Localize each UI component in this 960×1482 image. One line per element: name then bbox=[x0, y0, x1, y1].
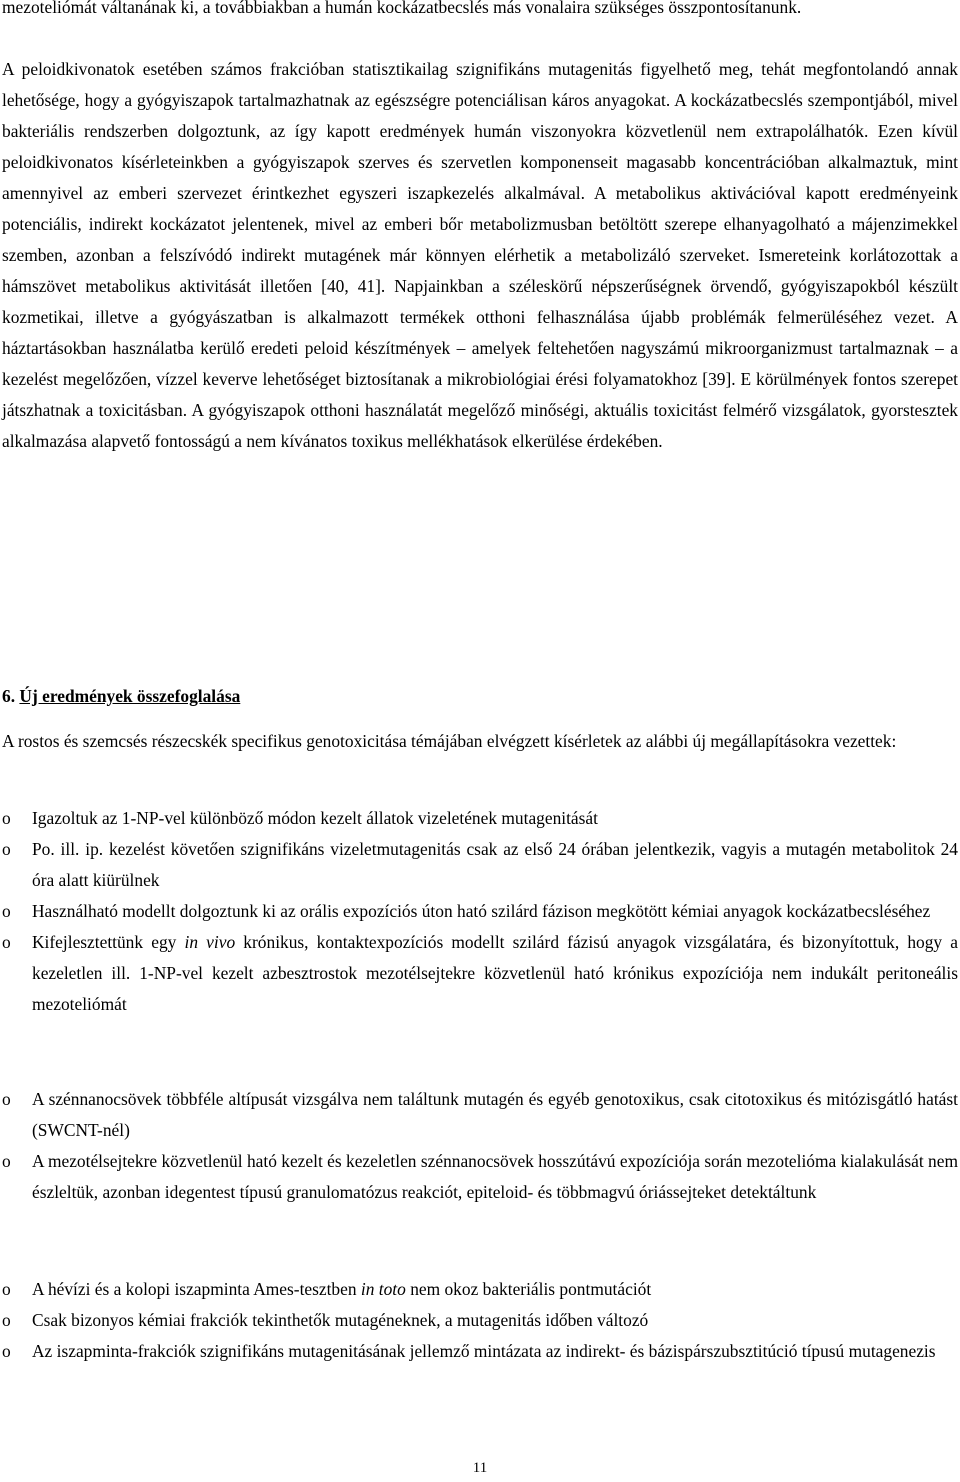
list-item-text: Csak bizonyos kémiai frakciók tekinthetők mutagéneknek, a mutagenitás időben változó bbox=[32, 1310, 649, 1330]
findings-list-2 bbox=[0, 1084, 960, 1208]
list-item bbox=[2, 1274, 958, 1305]
bullet-marker: o bbox=[2, 1279, 11, 1299]
bullet-marker: o bbox=[2, 1151, 11, 1171]
bullet-marker: o bbox=[2, 932, 11, 952]
list-item-text: Igazoltuk az 1-NP-vel különböző módon kezelt állatok vizeletének mutagenitását bbox=[32, 808, 598, 828]
list-item bbox=[2, 1146, 958, 1208]
list-item-text: Az iszapminta-frakciók szignifikáns mutagenitásának jellemző mintázata az indirekt- és bázispárszubsztitúció típusú mutagenezis bbox=[32, 1341, 936, 1361]
section-heading bbox=[2, 681, 240, 712]
bullet-marker: o bbox=[2, 901, 11, 921]
list-item-text-after: krónikus, kontaktexpozíciós modellt szilárd fázisú anyagok vizsgálatára, és bizonyítottuk, hogy a kezeletlen ill. 1-NP-vel kezelt azbesztrostok mezotélsejtekre közvetlenül ható krónikus expozíciója nem indukált peritoneális mezoteliómát bbox=[32, 932, 959, 1014]
list-item-text-after: nem okoz bakteriális pontmutációt bbox=[405, 1279, 652, 1299]
bullet-marker: o bbox=[2, 1089, 11, 1109]
list-item-text-italic: in vivo bbox=[184, 932, 236, 952]
section-number: 6. bbox=[2, 686, 16, 706]
list-item bbox=[2, 1305, 958, 1336]
section-title: Új eredmények összefoglalása bbox=[19, 686, 241, 706]
paragraph-discussion: A peloidkivonatok esetében számos frakcióban statisztikailag szignifikáns mutagenitás figyelhető meg, tehát megfontolandó annak lehetősége, hogy a gyógyiszapok tartalmazhatnak az egészségre potenciálisan káros anyagokat. A kockázatbecslés szempontjából, mivel bakteriális rendszerben dolgoztunk, az így kapott eredmények humán viszonyokra közvetlenül nem extrapolálhatók. Ezen kívül peloidkivonatos kísérleteinkben a gyógyiszapok szerves és szervetlen komponenseit magasabb koncentrációban alkalmaztuk, mint amennyivel az emberi szervezet érintkezhet egyszeri iszapkezelés alkalmával. A metabolikus aktivációval kapott eredményeink potenciális, indirekt kockázatot jelentenek, mivel az emberi bőr metabolizmusban betöltött szerepe elhanyagolható a májenzimekkel szemben, azonban a felszívódó indirekt mutagének már könnyen elérhetik a metabolizáló szerveket. Ismereteink korlátozottak a hámszövet metabolikus aktivitását illetően [40, 41]. Napjainkban a széleskörű népszerűségnek örvendő, gyógyiszapokból készült kozmetikai, illetve a gyógyászatban is alkalmazott termékek otthoni felhasználása újabb problémák felmerüléséhez vezet. A háztartásokban használatba kerülő eredeti peloid készítmények – amelyek feltehetően nagyszámú mikroorganizmust tartalmaznak – a kezelést megelőzően, vízzel keverve lehetőséget biztosítanak a mikrobiológiai érési folyamatokhoz [39]. E körülmények fontos szerepet játszhatnak a toxicitásban. A gyógyiszapok otthoni használatát megelőző minőségi, aktuális toxicitást felmérő vizsgálatok, gyorstesztek alkalmazása alapvető fontosságú a nem kívánatos toxikus mellékhatások elkerülése érdekében. bbox=[2, 59, 958, 451]
bullet-marker: o bbox=[2, 808, 11, 828]
list-item bbox=[2, 927, 958, 1020]
list-item-text: A szénnanocsövek többféle altípusát vizsgálva nem találtunk mutagén és egyéb genotoxikus, csak citotoxikus és mitózisgátló hatást (SWCNT-nél) bbox=[32, 1089, 958, 1140]
list-item-text-before: A hévízi és a kolopi iszapminta Ames-tesztben bbox=[32, 1279, 361, 1299]
list-item-text-italic: in toto bbox=[360, 1279, 406, 1299]
list-item bbox=[2, 834, 958, 896]
findings-list-3 bbox=[0, 1274, 960, 1367]
list-item bbox=[2, 1336, 958, 1367]
list-item-text: Használható modellt dolgoztunk ki az orális expozíciós úton ható szilárd fázison megkötött kémiai anyagok kockázatbecsléséhez bbox=[32, 901, 931, 921]
list-item-text: A mezotélsejtekre közvetlenül ható kezelt és kezeletlen szénnanocsövek hosszútávú expozíciója során mezotelióma kialakulását nem észleltük, azonban idegentest típusú granulomatózus reakciót, epiteloid- és többmagvú óriássejteket detektáltunk bbox=[32, 1151, 958, 1202]
list-item-text: Po. ill. ip. kezelést követően szignifikáns vizeletmutagenitás csak az első 24 órában jelentkezik, vagyis a mutagén metabolitok 24 óra alatt kiürülnek bbox=[32, 839, 958, 890]
page-number: 11 bbox=[472, 1460, 488, 1476]
bullet-marker: o bbox=[2, 839, 11, 859]
list-item bbox=[2, 896, 958, 927]
section-intro: A rostos és szemcsés részecskék specifikus genotoxicitása témájában elvégzett kísérletek az alábbi új megállapításokra vezettek: bbox=[2, 731, 897, 751]
findings-list-1 bbox=[0, 803, 960, 1020]
bullet-marker: o bbox=[2, 1310, 11, 1330]
list-item bbox=[2, 1084, 958, 1146]
paragraph-continuation: mezoteliómát váltanának ki, a továbbiakban a humán kockázatbecslés más vonalaira szükséges összpontosítanunk. bbox=[2, 0, 802, 17]
list-item-text-before: Kifejlesztettünk egy bbox=[32, 932, 185, 952]
bullet-marker: o bbox=[2, 1341, 11, 1361]
list-item bbox=[2, 803, 958, 834]
